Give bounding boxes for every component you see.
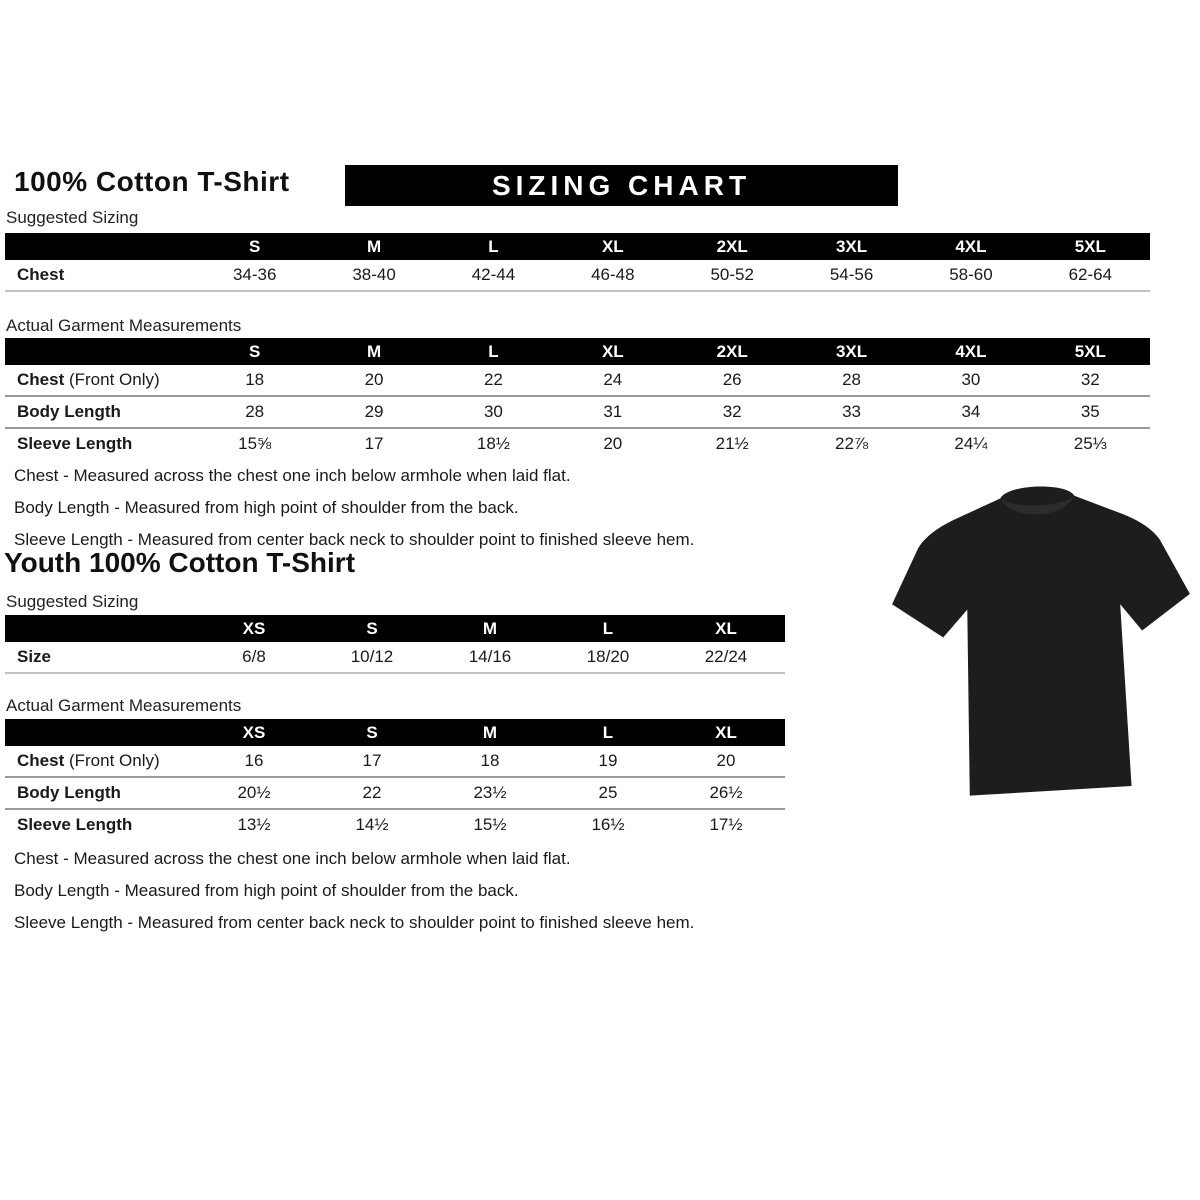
header-cell: XL <box>667 719 785 746</box>
table-cell: 38-40 <box>314 260 433 292</box>
table-cell: 18 <box>431 746 549 778</box>
note-line: Chest - Measured across the chest one inch below armhole when laid flat. <box>14 849 571 868</box>
row-label-suffix: (Front Only) <box>64 370 160 389</box>
table-cell: 20 <box>314 365 433 397</box>
table-cell: 18 <box>195 365 314 397</box>
row-label <box>5 642 195 674</box>
row-label <box>5 746 195 778</box>
table-cell: 32 <box>673 397 792 429</box>
note-line: Sleeve Length - Measured from center back neck to shoulder point to finished sleeve hem. <box>14 913 695 932</box>
header-cell-empty <box>5 233 195 260</box>
table-cell: 25⅓ <box>1073 434 1107 453</box>
table-cell: 22 <box>313 778 431 810</box>
adult-title: 100% Cotton T-Shirt <box>14 166 290 197</box>
note-line: Sleeve Length - Measured from center back neck to shoulder point to finished sleeve hem. <box>14 530 695 549</box>
adult-actual-table <box>5 338 1150 459</box>
row-label <box>5 778 195 810</box>
header-cell: S <box>313 719 431 746</box>
header-cell: 4XL <box>911 233 1030 260</box>
table-cell: 19 <box>549 746 667 778</box>
row-label <box>5 365 195 397</box>
header-cell: S <box>195 233 314 260</box>
row-label <box>5 429 195 459</box>
table-cell: 22/24 <box>667 642 785 674</box>
row-label-text: Body Length <box>17 783 121 802</box>
table-cell: 28 <box>195 397 314 429</box>
row-label-text: Sleeve Length <box>17 815 133 834</box>
youth-suggested-label: Suggested Sizing <box>6 592 139 611</box>
youth-actual-label: Actual Garment Measurements <box>6 696 242 715</box>
table-cell: 33 <box>792 397 911 429</box>
table-cell: 21½ <box>715 434 749 453</box>
table-cell: 6/8 <box>195 642 313 674</box>
youth-title: Youth 100% Cotton T-Shirt <box>4 547 356 578</box>
table-cell: 32 <box>1031 365 1150 397</box>
table-cell: 20 <box>667 746 785 778</box>
table-cell: 22⅞ <box>835 434 869 453</box>
table-cell: 14½ <box>355 815 389 834</box>
row-label-text: Body Length <box>17 402 121 421</box>
row-label-suffix: (Front Only) <box>64 751 160 770</box>
header-cell-empty <box>5 615 195 642</box>
table-cell: 28 <box>792 365 911 397</box>
header-cell: M <box>314 338 433 365</box>
header-cell: M <box>314 233 433 260</box>
table-cell: 35 <box>1031 397 1150 429</box>
table-cell: 30 <box>434 397 553 429</box>
header-cell: XS <box>195 615 313 642</box>
header-cell-empty <box>5 719 195 746</box>
row-label-text: Chest <box>17 265 65 284</box>
table-cell: 15⅝ <box>238 434 272 453</box>
header-cell-empty <box>5 338 195 365</box>
adult-actual-label: Actual Garment Measurements <box>6 316 242 335</box>
tshirt-graphic <box>879 468 1200 819</box>
table-cell: 22 <box>434 365 553 397</box>
table-cell: 18/20 <box>549 642 667 674</box>
tshirt-body <box>888 481 1197 798</box>
header-cell: M <box>431 615 549 642</box>
table-cell: 20 <box>603 434 623 453</box>
table-cell: 42-44 <box>434 260 553 292</box>
table-cell: 14/16 <box>431 642 549 674</box>
table-cell: 16½ <box>591 815 625 834</box>
table-cell: 30 <box>911 365 1030 397</box>
row-label <box>5 810 195 840</box>
black-tshirt-image <box>879 468 1200 819</box>
sizing-chart-banner <box>345 165 898 206</box>
header-cell: S <box>313 615 431 642</box>
adult-suggested-table <box>5 233 1150 292</box>
table-cell: 23½ <box>431 778 549 810</box>
table-cell: 18½ <box>476 434 510 453</box>
table-cell: 31 <box>553 397 672 429</box>
table-cell: 24 <box>553 365 672 397</box>
header-cell: L <box>434 233 553 260</box>
table-cell: 34 <box>911 397 1030 429</box>
table-cell: 20½ <box>195 778 313 810</box>
row-label-text: Sleeve Length <box>17 434 133 453</box>
table-cell: 50-52 <box>673 260 792 292</box>
header-cell: XL <box>553 338 672 365</box>
table-cell: 46-48 <box>553 260 672 292</box>
header-cell: 4XL <box>911 338 1030 365</box>
header-cell: M <box>431 719 549 746</box>
table-cell: 26½ <box>667 778 785 810</box>
header-cell: 3XL <box>792 338 911 365</box>
youth-suggested-table <box>5 615 785 674</box>
table-cell: 16 <box>195 746 313 778</box>
header-cell: S <box>195 338 314 365</box>
header-cell: XL <box>667 615 785 642</box>
table-cell: 17½ <box>709 815 743 834</box>
row-label <box>5 397 195 429</box>
header-cell: L <box>549 615 667 642</box>
youth-actual-table <box>5 719 785 840</box>
adult-measurement-notes <box>14 460 694 556</box>
table-cell: 13½ <box>237 815 271 834</box>
table-cell: 26 <box>673 365 792 397</box>
row-label <box>5 260 195 292</box>
table-cell: 15½ <box>473 815 507 834</box>
adult-suggested-label: Suggested Sizing <box>6 208 139 227</box>
table-cell: 29 <box>314 397 433 429</box>
header-cell: 3XL <box>792 233 911 260</box>
banner-text: SIZING CHART <box>491 169 752 201</box>
table-cell: 17 <box>364 434 384 453</box>
row-label-text: Size <box>17 647 52 666</box>
table-cell: 24¼ <box>954 434 988 453</box>
table-cell: 17 <box>313 746 431 778</box>
header-cell: 2XL <box>673 233 792 260</box>
note-line: Body Length - Measured from high point of shoulder from the back. <box>14 498 519 517</box>
table-cell: 34-36 <box>195 260 314 292</box>
header-cell: 5XL <box>1031 338 1150 365</box>
header-cell: L <box>434 338 553 365</box>
header-cell: XL <box>553 233 672 260</box>
row-label-text: Chest <box>17 370 65 389</box>
table-cell: 10/12 <box>313 642 431 674</box>
note-line: Chest - Measured across the chest one inch below armhole when laid flat. <box>14 466 571 485</box>
youth-measurement-notes <box>14 843 694 939</box>
row-label-text: Chest <box>17 751 65 770</box>
header-cell: L <box>549 719 667 746</box>
table-cell: 25 <box>549 778 667 810</box>
header-cell: XS <box>195 719 313 746</box>
table-cell: 54-56 <box>792 260 911 292</box>
header-cell: 2XL <box>673 338 792 365</box>
table-cell: 58-60 <box>911 260 1030 292</box>
table-cell: 62-64 <box>1031 260 1150 292</box>
note-line: Body Length - Measured from high point of shoulder from the back. <box>14 881 519 900</box>
header-cell: 5XL <box>1031 233 1150 260</box>
